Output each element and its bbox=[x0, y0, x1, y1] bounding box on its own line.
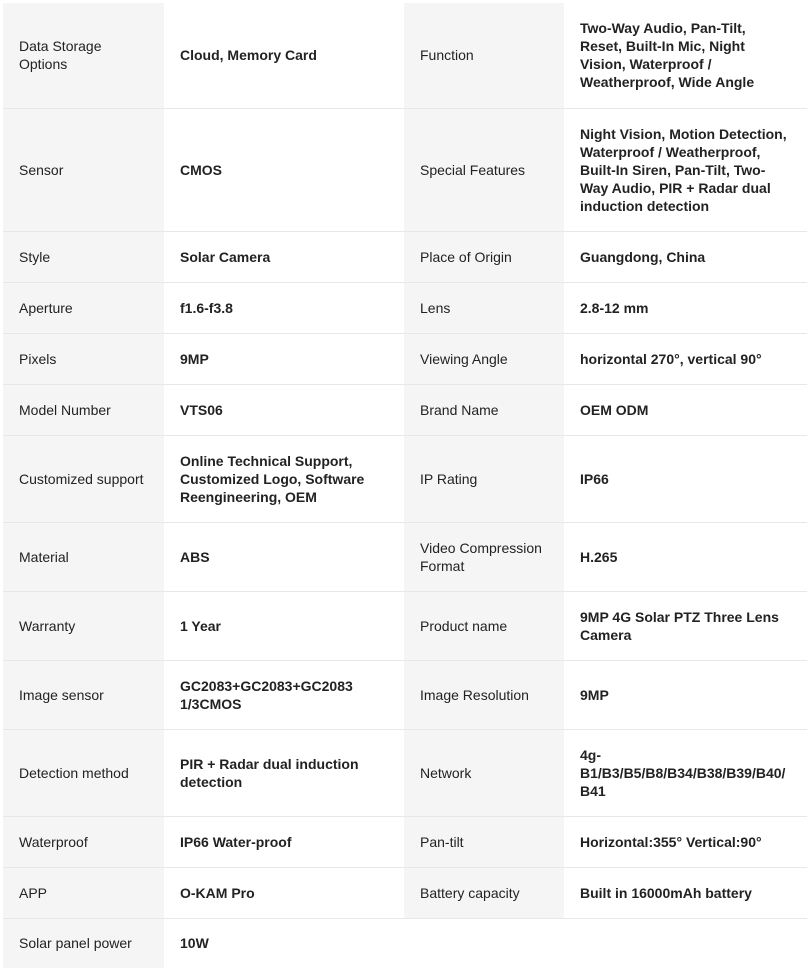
spec-value: OEM ODM bbox=[564, 384, 807, 435]
spec-label: Pan-tilt bbox=[404, 816, 564, 867]
spec-value: 9MP bbox=[564, 660, 807, 729]
empty-cell bbox=[404, 918, 564, 968]
spec-label: Sensor bbox=[3, 108, 164, 231]
spec-label: Viewing Angle bbox=[404, 333, 564, 384]
spec-label: Pixels bbox=[3, 333, 164, 384]
spec-value: Online Technical Support, Customized Logo, Software Reengineering, OEM bbox=[164, 435, 404, 522]
spec-value: 2.8-12 mm bbox=[564, 282, 807, 333]
table-row bbox=[3, 333, 807, 384]
table-row bbox=[3, 231, 807, 282]
table-row bbox=[3, 660, 807, 729]
specifications-body bbox=[3, 3, 807, 968]
spec-label: Image Resolution bbox=[404, 660, 564, 729]
spec-label: Video Compression Format bbox=[404, 522, 564, 591]
spec-value: VTS06 bbox=[164, 384, 404, 435]
table-row bbox=[3, 522, 807, 591]
spec-label: Brand Name bbox=[404, 384, 564, 435]
spec-value: IP66 bbox=[564, 435, 807, 522]
spec-label: APP bbox=[3, 867, 164, 918]
spec-label: Customized support bbox=[3, 435, 164, 522]
spec-label: Waterproof bbox=[3, 816, 164, 867]
spec-value: GC2083+GC2083+GC2083 1/3CMOS bbox=[164, 660, 404, 729]
spec-label: Network bbox=[404, 729, 564, 816]
spec-value: H.265 bbox=[564, 522, 807, 591]
spec-label: Lens bbox=[404, 282, 564, 333]
spec-value: IP66 Water-proof bbox=[164, 816, 404, 867]
table-row bbox=[3, 816, 807, 867]
spec-label: Detection method bbox=[3, 729, 164, 816]
spec-label: Material bbox=[3, 522, 164, 591]
spec-value: Solar Camera bbox=[164, 231, 404, 282]
table-row bbox=[3, 3, 807, 108]
spec-value: Horizontal:355° Vertical:90° bbox=[564, 816, 807, 867]
spec-label: Place of Origin bbox=[404, 231, 564, 282]
table-row bbox=[3, 729, 807, 816]
table-row bbox=[3, 918, 807, 968]
spec-value: Two-Way Audio, Pan-Tilt, Reset, Built-In Mic, Night Vision, Waterproof / Weatherproof, Wide Angle bbox=[564, 3, 807, 108]
spec-value: Built in 16000mAh battery bbox=[564, 867, 807, 918]
spec-label: Function bbox=[404, 3, 564, 108]
table-row bbox=[3, 435, 807, 522]
spec-label: Data Storage Options bbox=[3, 3, 164, 108]
spec-value: 4g-B1/B3/B5/B8/B34/B38/B39/B40/B41 bbox=[564, 729, 807, 816]
spec-value: PIR + Radar dual induction detection bbox=[164, 729, 404, 816]
spec-label: Battery capacity bbox=[404, 867, 564, 918]
table-row bbox=[3, 108, 807, 231]
spec-label: Aperture bbox=[3, 282, 164, 333]
spec-label: IP Rating bbox=[404, 435, 564, 522]
spec-value: Cloud, Memory Card bbox=[164, 3, 404, 108]
spec-value: Guangdong, China bbox=[564, 231, 807, 282]
spec-value: CMOS bbox=[164, 108, 404, 231]
spec-label: Image sensor bbox=[3, 660, 164, 729]
spec-label: Style bbox=[3, 231, 164, 282]
table-row bbox=[3, 867, 807, 918]
spec-value: ABS bbox=[164, 522, 404, 591]
spec-label: Warranty bbox=[3, 591, 164, 660]
spec-value: 9MP bbox=[164, 333, 404, 384]
spec-value: f1.6-f3.8 bbox=[164, 282, 404, 333]
table-row bbox=[3, 591, 807, 660]
table-row bbox=[3, 384, 807, 435]
spec-value: O-KAM Pro bbox=[164, 867, 404, 918]
table-row bbox=[3, 282, 807, 333]
empty-cell bbox=[564, 918, 807, 968]
spec-label: Special Features bbox=[404, 108, 564, 231]
spec-value: 9MP 4G Solar PTZ Three Lens Camera bbox=[564, 591, 807, 660]
spec-value: Night Vision, Motion Detection, Waterproof / Weatherproof, Built-In Siren, Pan-Tilt, Two-Way Audio, PIR + Radar dual induction detection bbox=[564, 108, 807, 231]
spec-label: Solar panel power bbox=[3, 918, 164, 968]
spec-value: 10W bbox=[164, 918, 404, 968]
spec-value: 1 Year bbox=[164, 591, 404, 660]
spec-value: horizontal 270°, vertical 90° bbox=[564, 333, 807, 384]
spec-label: Model Number bbox=[3, 384, 164, 435]
specifications-table bbox=[3, 3, 807, 968]
spec-label: Product name bbox=[404, 591, 564, 660]
